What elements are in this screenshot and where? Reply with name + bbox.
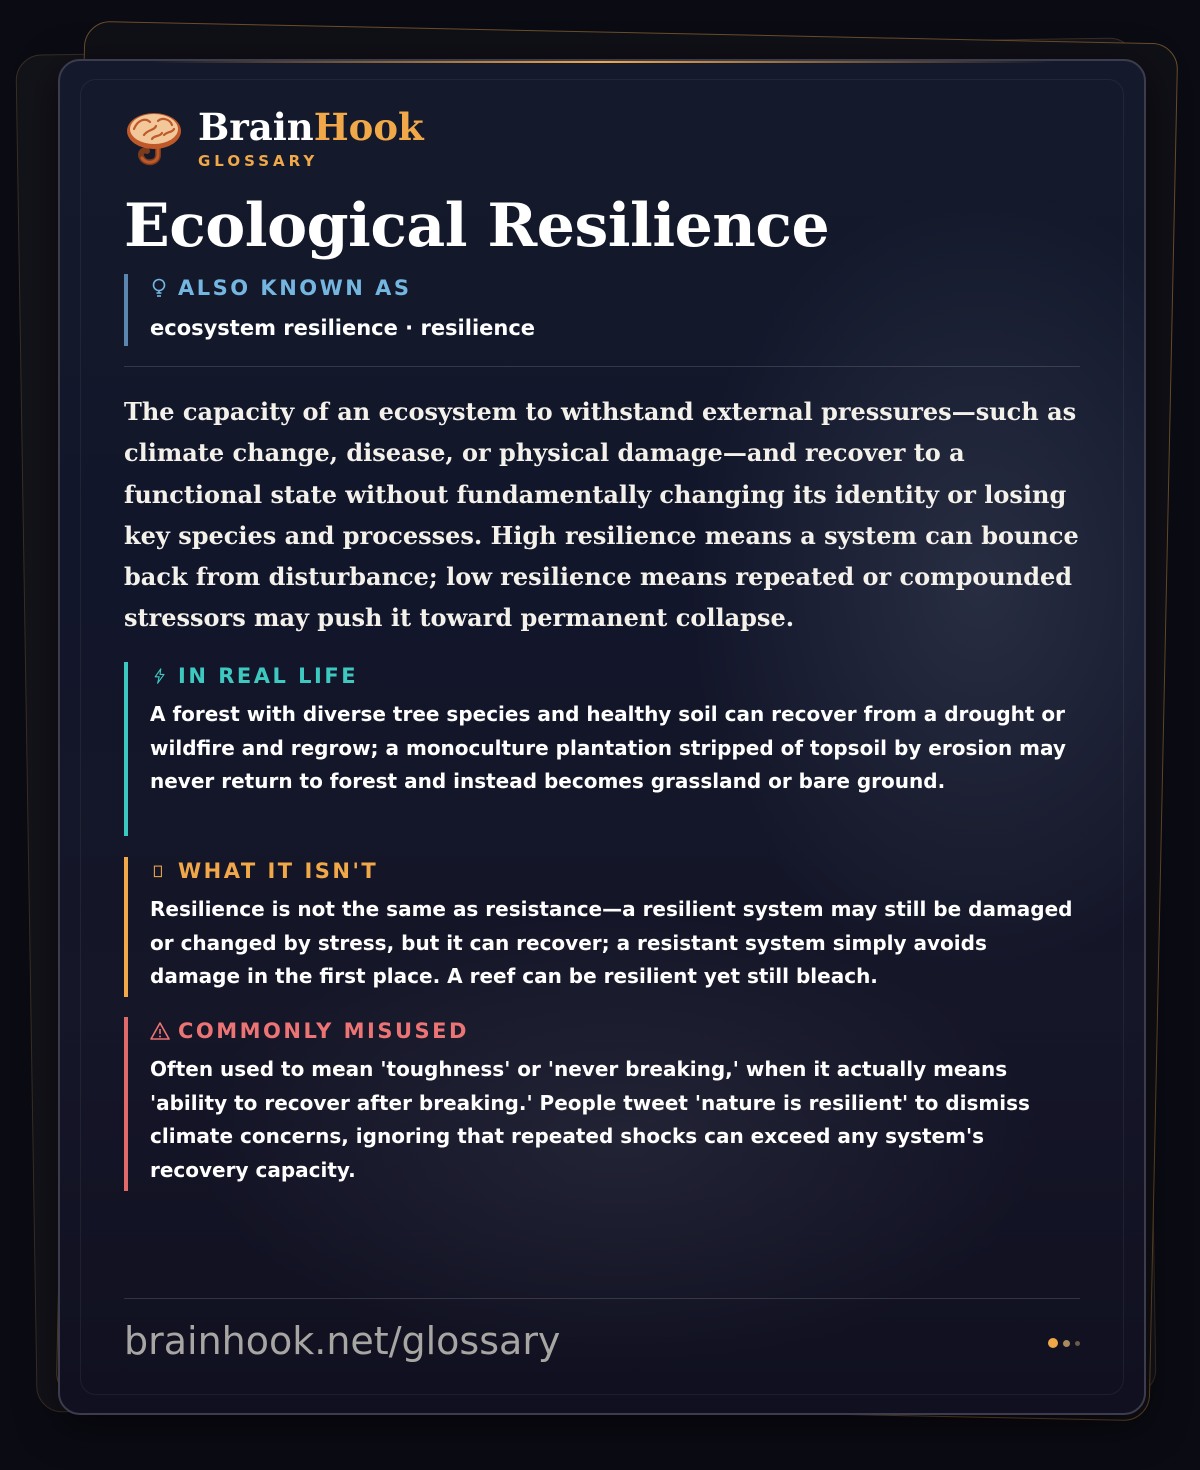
footer-url-link[interactable]: brainhook.net/glossary <box>124 1319 561 1363</box>
lightning-icon <box>150 666 170 686</box>
brand-subtitle: GLOSSARY <box>198 152 319 170</box>
in-real-life-block <box>124 662 1080 836</box>
definition-text: The capacity of an ecosystem to withstand external pressures—such as climate change, disease, or physical damage—and recover to a functional state without fundamentally changing its identity or losing key species and processes. High resilience means a system can bounce back from disturbance; low resilience means repeated or compounded stressors may push it toward permanent collapse. <box>124 397 1079 633</box>
missing-glyph-icon <box>150 861 170 881</box>
brand-name-part2: Hook <box>313 105 424 149</box>
term-title: Ecological Resilience <box>124 191 830 261</box>
brand-name <box>198 107 424 147</box>
what-it-isnt-block <box>124 857 1080 997</box>
pagination-dot <box>1063 1340 1070 1347</box>
commonly-misused-block <box>124 1017 1080 1191</box>
also-known-as-block <box>124 274 1100 346</box>
footer-divider <box>124 1298 1080 1299</box>
card-top-accent <box>150 61 1054 63</box>
in-real-life-label: IN REAL LIFE <box>178 664 359 688</box>
commonly-misused-label: COMMONLY MISUSED <box>178 1019 469 1043</box>
pagination-dots <box>1043 1338 1080 1348</box>
commonly-misused-text: Often used to mean 'toughness' or 'never breaking,' when it actually means 'ability to recover after breaking.' People tweet 'nature is resilient' to dismiss climate concerns, ignoring that repeated shocks can exceed any system's recovery capacity. <box>150 1057 1030 1182</box>
brand-name-part1: Brain <box>198 105 314 149</box>
in-real-life-text: A forest with diverse tree species and healthy soil can recover from a drought or wildfire and regrow; a monoculture plantation stripped of topsoil by erosion may never return to forest and instead becomes grassland or bare ground. <box>150 702 1066 794</box>
aka-values: ecosystem resilience · resilience <box>150 316 536 340</box>
aka-label: ALSO KNOWN AS <box>178 276 412 300</box>
glossary-card <box>58 59 1146 1415</box>
pagination-dot <box>1075 1341 1080 1346</box>
warning-icon <box>150 1021 170 1041</box>
lightbulb-icon <box>150 277 168 299</box>
pagination-dot-active <box>1048 1338 1058 1348</box>
brand-header <box>124 107 424 170</box>
brain-hook-logo-icon <box>124 109 184 169</box>
what-it-isnt-text: Resilience is not the same as resistance—a resilient system may still be damaged or changed by stress, but it can recover; a resistant system simply avoids damage in the first place. A reef can be resilient yet still bleach. <box>150 897 1073 989</box>
what-it-isnt-label: WHAT IT ISN'T <box>178 859 379 883</box>
divider <box>124 366 1080 367</box>
